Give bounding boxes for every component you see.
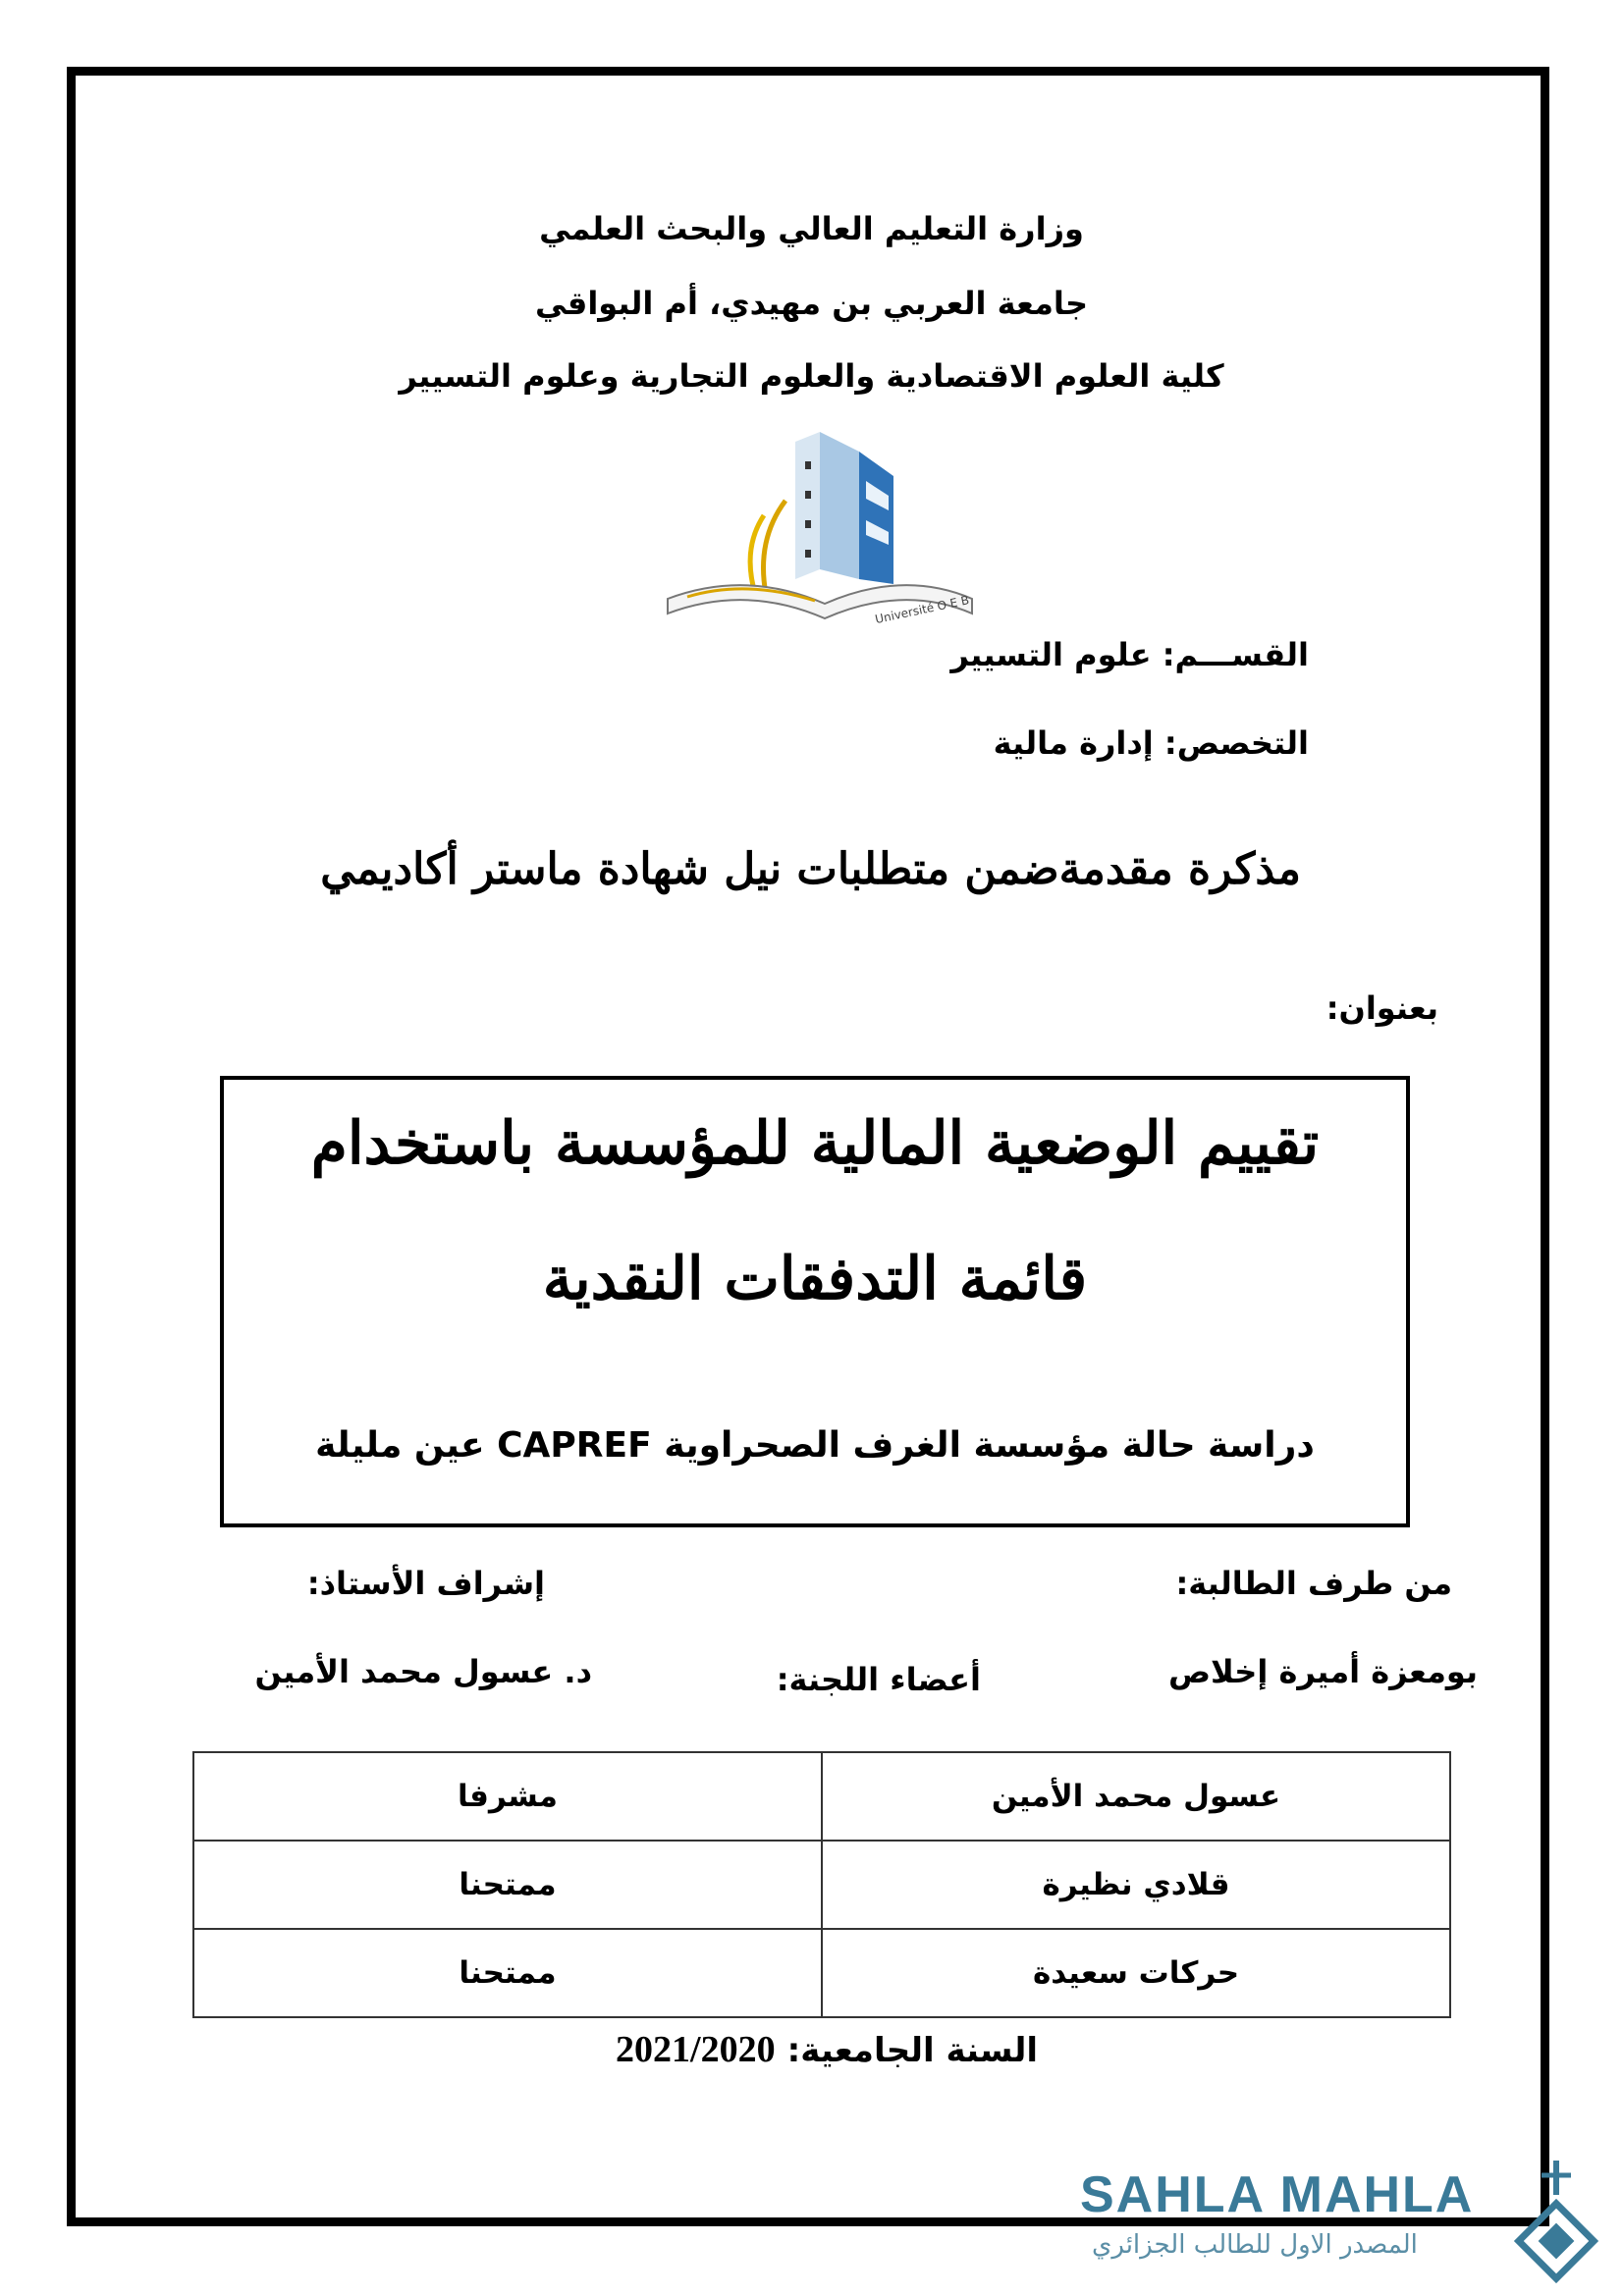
member-role: مشرفا xyxy=(193,1752,822,1841)
academic-year-label: السنة الجامعية: xyxy=(786,2031,1038,2070)
table-row xyxy=(193,1929,1450,2017)
student-label: من طرف الطالبة: xyxy=(1175,1565,1452,1602)
supervisor-name: د. عسول محمد الأمين xyxy=(254,1653,592,1690)
specialty-line xyxy=(994,724,1309,762)
committee-table xyxy=(192,1751,1451,2018)
supervisor-label: إشراف الأستاذ: xyxy=(306,1565,545,1602)
member-name: حركات سعيدة xyxy=(822,1929,1450,2017)
specialty-label: التخصص: xyxy=(1163,724,1309,762)
academic-year-line xyxy=(616,2028,1038,2071)
title-label: بعنوان: xyxy=(1325,989,1438,1027)
table-row xyxy=(193,1752,1450,1841)
department-label: القســـم: xyxy=(1162,636,1309,673)
thesis-title-line1: تقييم الوضعية المالية للمؤسسة باستخدام xyxy=(310,1109,1320,1178)
memo-statement: مذكرة مقدمةضمن متطلبات نيل شهادة ماستر أكاديمي xyxy=(320,844,1301,894)
department-value: علوم التسيير xyxy=(950,636,1152,673)
watermark-brand: SAHLA MAHLA xyxy=(1080,2166,1475,2223)
member-name: عسول محمد الأمين xyxy=(822,1752,1450,1841)
case-study-line: دراسة حالة مؤسسة الغرف الصحراوية CAPREF عين مليلة xyxy=(315,1425,1315,1466)
ministry-name: وزارة التعليم العالي والبحث العلمي xyxy=(539,210,1084,247)
specialty-value: إدارة مالية xyxy=(993,724,1154,762)
faculty-name: كلية العلوم الاقتصادية والعلوم التجارية وعلوم التسيير xyxy=(399,357,1224,395)
watermark-emblem-icon xyxy=(1512,2156,1600,2283)
department-line xyxy=(950,636,1309,673)
member-role: ممتحنا xyxy=(193,1841,822,1929)
academic-year-value: 2021/2020 xyxy=(616,2029,776,2070)
university-name: جامعة العربي بن مهيدي، أم البواقي xyxy=(534,285,1088,322)
table-row xyxy=(193,1841,1450,1929)
student-name: بومعزة أميرة إخلاص xyxy=(1167,1653,1478,1690)
committee-label: أعضاء اللجنة: xyxy=(776,1661,981,1698)
university-logo-graphic xyxy=(648,422,982,628)
thesis-title-line2: قائمة التدفقات النقدية xyxy=(542,1245,1088,1313)
university-logo xyxy=(648,422,982,628)
logo-caption: Université O E B xyxy=(874,593,971,627)
member-role: ممتحنا xyxy=(193,1929,822,2017)
member-name: قلادي نظيرة xyxy=(822,1841,1450,1929)
watermark-tagline: المصدر الاول للطالب الجزائري xyxy=(1092,2230,1418,2260)
